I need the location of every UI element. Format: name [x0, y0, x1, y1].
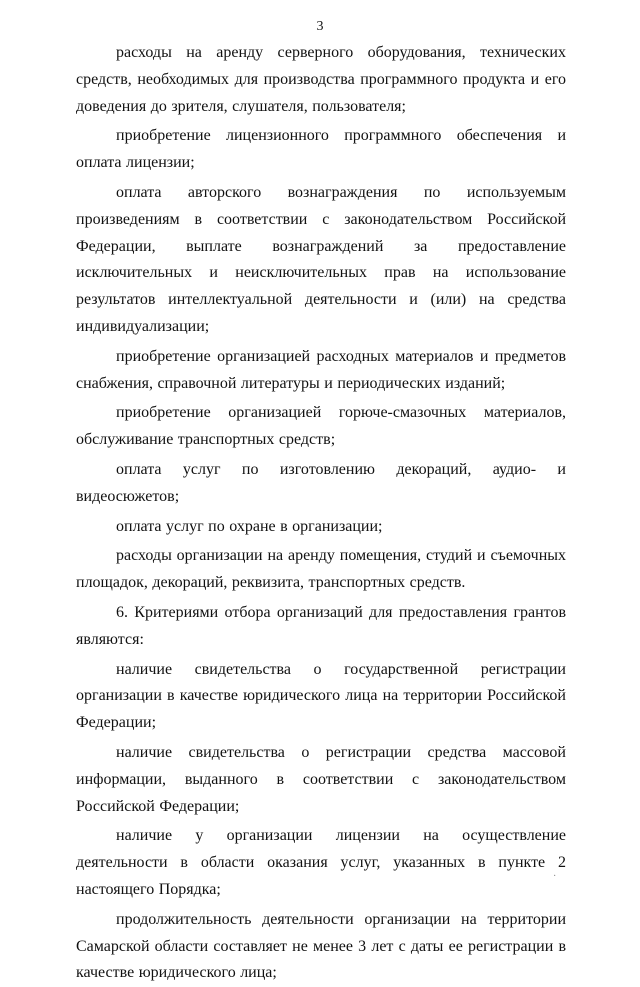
paragraph-server-rental: расходы на аренду серверного оборудования, технических средств, необходимых для производства программного продукта и его доведения до зрителя, слушателя, пользователя; [76, 44, 566, 115]
paragraph-criteria-heading: 6. Критериями отбора организаций для предоставления грантов являются: [76, 603, 566, 648]
paragraph-decorations: оплата услуг по изготовлению декораций, аудио- и видеосюжетов; [76, 460, 566, 505]
paragraph-security: оплата услуг по охране в организации; [116, 517, 383, 535]
corner-mark: · [553, 871, 557, 882]
paragraph-state-registration: наличие свидетельства о государственной регистрации организации в качестве юридического лица на территории Российской Федерации; [76, 660, 566, 732]
paragraph-media-registration: наличие свидетельства о регистрации средства массовой информации, выданного в соответствии с законодательством Российской Федерации; [76, 743, 566, 815]
paragraph-materials: приобретение организацией расходных материалов и предметов снабжения, справочной литературы и периодических изданий; [76, 347, 566, 392]
paragraph-software-license: приобретение лицензионного программного обеспечения и оплата лицензии; [76, 127, 566, 172]
paragraph-premises-rental: расходы организации на аренду помещения, студий и съемочных площадок, декораций, реквизита, транспортных средств. [76, 547, 566, 592]
paragraph-fuel: приобретение организацией горюче-смазочных материалов, обслуживание транспортных средств; [76, 404, 566, 449]
paragraph-activity-duration: продолжительность деятельности организации на территории Самарской области составляет не менее 3 лет с даты ее регистрации в качестве юридического лица; [76, 910, 566, 982]
paragraph-author-fee: оплата авторского вознаграждения по используемым произведениям в соответствии с законодательством Российской Федерации, выплате вознаграждений за предоставление исключительных и неисключительных прав на использование результатов интеллектуальной деятельности и (или) на средства индивидуализации; [76, 183, 566, 335]
page-number: 3 [316, 19, 324, 34]
paragraph-license: наличие у организации лицензии на осуществление деятельности в области оказания услуг, указанных в пункте 2 настоящего Порядка; [76, 827, 566, 898]
document-body [76, 40, 566, 987]
